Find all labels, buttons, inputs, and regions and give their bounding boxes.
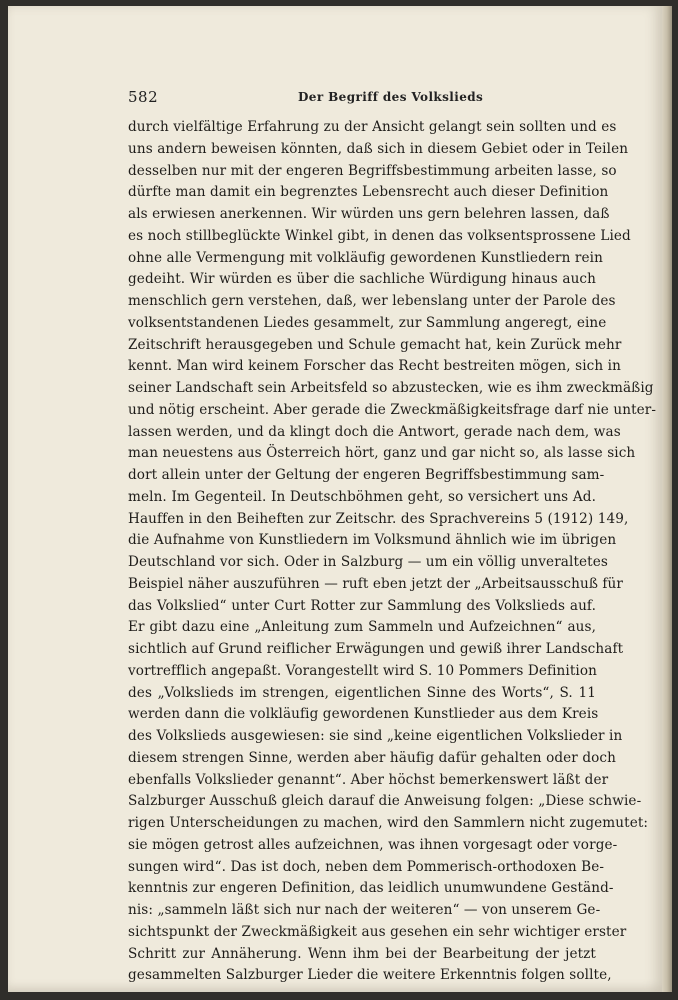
text-line: man neuestens aus Österreich hört, ganz und gar nicht so, als lasse sich [128, 445, 636, 462]
text-line: sichtspunkt der Zweckmäßigkeit aus gesehen ein sehr wichtiger erster [128, 923, 627, 940]
text-line: als erwiesen anerkennen. Wir würden uns gern belehren lassen, daß [128, 206, 610, 222]
text-line: dürfte man damit ein begrenztes Lebensrecht auch dieser Definition [128, 184, 609, 201]
text-line: kennt. Man wird keinem Forscher das Recht bestreiten mögen, sich in [128, 358, 621, 375]
text-line: Hauffen in den Beiheften zur Zeitschr. des Sprachvereins 5 (1912) 149, [128, 510, 629, 527]
text-line: gedeiht. Wir würden es über die sachliche Würdigung hinaus auch [128, 271, 596, 288]
text-line: kenntnis zur engeren Definition, das leidlich unumwundene Geständ- [128, 880, 614, 897]
text-line: sungen wird“. Das ist doch, neben dem Pommerisch-orthodoxen Be- [128, 858, 605, 875]
text-line: vortrefflich angepaßt. Vorangestellt wird S. 10 Pommers Definition [128, 662, 597, 679]
text-line: lassen werden, und da klingt doch die Antwort, gerade nach dem, was [128, 423, 621, 440]
text-line: rigen Unterscheidungen zu machen, wird den Sammlern nicht zugemutet: [128, 815, 649, 831]
text-line: Er gibt dazu eine „Anleitung zum Sammeln und Aufzeichnen“ aus, [128, 619, 596, 636]
text-line: das Volkslied“ unter Curt Rotter zur Sammlung des Volkslieds auf. [128, 597, 596, 614]
text-line: werden dann die volkläufig gewordenen Kunstlieder aus dem Kreis [128, 706, 599, 723]
body-text [128, 117, 657, 987]
text-line: es noch stillbeglückte Winkel gibt, in denen das volksentsprossene Lied [128, 227, 631, 244]
running-header-title: Der Begriff des Volkslieds [298, 90, 484, 104]
text-line: Salzburger Ausschuß gleich darauf die Anweisung folgen: „Diese schwie- [128, 793, 642, 810]
text-line: die Aufnahme von Kunstliedern im Volksmund ähnlich wie im übrigen [128, 532, 617, 549]
text-line: meln. Im Gegenteil. In Deutschböhmen geht, so versichert uns Ad. [128, 488, 596, 505]
text-line: ohne alle Vermengung mit volkläufig gewordenen Kunstliedern rein [128, 249, 603, 266]
text-line: und nötig erscheint. Aber gerade die Zweckmäßigkeitsfrage darf nie unter- [128, 401, 657, 418]
text-line: nis: „sammeln läßt sich nur nach der weiteren“ — von unserem Ge- [128, 902, 601, 918]
text-line: ebenfalls Volkslieder genannt“. Aber höchst bemerkenswert läßt der [128, 771, 609, 788]
text-line: Schritt zur Annäherung. Wenn ihm bei der Bearbeitung der jetzt [128, 945, 596, 962]
text-line: gesammelten Salzburger Lieder die weitere Erkenntnis folgen sollte, [128, 967, 612, 984]
page-edge [662, 6, 672, 992]
page-number: 582 [128, 88, 159, 106]
text-line: sie mögen getrost alles aufzeichnen, was ihnen vorgesagt oder vorge- [128, 836, 618, 853]
text-line: desselben nur mit der engeren Begriffsbestimmung arbeiten lasse, so [128, 162, 617, 179]
text-line: menschlich gern verstehen, daß, wer lebenslang unter der Parole des [128, 293, 616, 309]
running-head [128, 88, 598, 108]
text-line: des Volkslieds ausgewiesen: sie sind „keine eigentlichen Volkslieder in [128, 728, 623, 744]
text-line: Deutschland vor sich. Oder in Salzburg — um ein völlig unveraltetes [128, 554, 608, 570]
text-line: diesem strengen Sinne, werden aber häufig dafür gehalten oder doch [128, 749, 616, 766]
text-line: seiner Landschaft sein Arbeitsfeld so abzustecken, wie es ihm zweckmäßig [128, 380, 654, 396]
text-line: durch vielfältige Erfahrung zu der Ansicht gelangt sein sollten und es [128, 119, 617, 135]
text-line: uns andern beweisen könnten, daß sich in diesem Gebiet oder in Teilen [128, 140, 629, 157]
text-line: Zeitschrift herausgegeben und Schule gemacht hat, kein Zurück mehr [128, 336, 622, 353]
text-line: dort allein unter der Geltung der engeren Begriffsbestimmung sam- [128, 467, 605, 483]
text-line: sichtlich auf Grund reiflicher Erwägungen und gewiß ihrer Landschaft [128, 641, 624, 657]
text-line: Beispiel näher auszuführen — ruft eben jetzt der „Arbeitsausschuß für [128, 575, 624, 592]
text-line: des „Volkslieds im strengen, eigentlichen Sinne des Worts“, S. 11 [128, 684, 596, 701]
text-line: volksentstandenen Liedes gesammelt, zur Sammlung angeregt, eine [128, 314, 607, 331]
